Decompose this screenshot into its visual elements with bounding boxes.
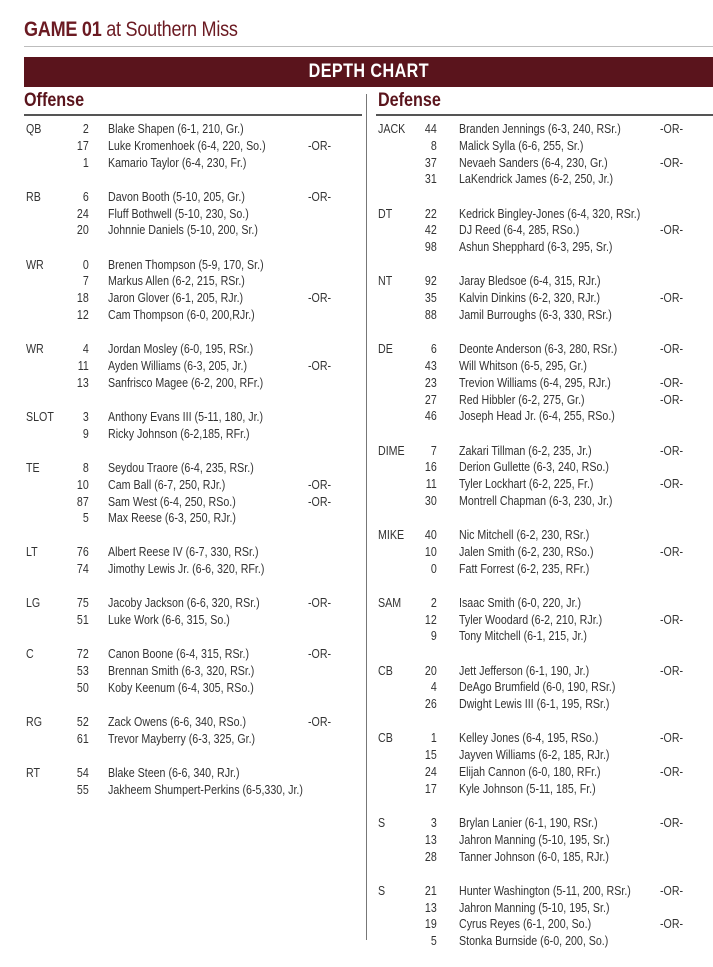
jersey-number: 2 (430, 594, 437, 610)
defense-position-group (376, 730, 713, 797)
jersey-number: 4 (82, 341, 89, 357)
or-marker: -OR- (308, 493, 332, 509)
or-marker: -OR- (660, 374, 684, 390)
game-number: GAME 01 (24, 18, 102, 41)
player-name: Jimothy Lewis Jr. (6-6, 320, RFr.) (108, 561, 265, 577)
player-name: Canon Boone (6-4, 315, RSr.) (108, 646, 250, 662)
player-row (24, 663, 360, 680)
player-name: Jordan Mosley (6-0, 195, RSr.) (108, 341, 254, 357)
jersey-number: 10 (424, 543, 437, 559)
or-marker: -OR- (660, 222, 684, 238)
player-name: Ayden Williams (6-3, 205, Jr.) (108, 357, 248, 373)
position-label: RT (26, 765, 41, 781)
jersey-number: 26 (424, 696, 437, 712)
player-row (376, 476, 713, 493)
defense-position-group (376, 663, 713, 713)
position-label: WR (26, 256, 44, 272)
player-name: Trevion Williams (6-4, 295, RJr.) (459, 374, 611, 390)
player-name: Jaray Bledsoe (6-4, 315, RJr.) (459, 273, 601, 289)
player-row (376, 239, 713, 256)
player-name: Nevaeh Sanders (6-4, 230, Gr.) (459, 154, 608, 170)
player-name: Luke Kromenhoek (6-4, 220, So.) (108, 137, 266, 153)
position-label: LG (26, 595, 41, 611)
player-row (24, 189, 360, 206)
player-name: Malick Sylla (6-6, 255, Sr.) (459, 137, 584, 153)
defense-position-group (376, 883, 713, 950)
jersey-number: 9 (430, 628, 437, 644)
player-name: Max Reese (6-3, 250, RJr.) (108, 510, 236, 526)
player-name: Derion Gullette (6-3, 240, RSo.) (459, 459, 609, 475)
offense-heading-rule (24, 114, 362, 116)
or-marker: -OR- (660, 391, 684, 407)
player-row (24, 765, 360, 782)
player-row (24, 680, 360, 697)
player-row (24, 477, 360, 494)
player-row (376, 358, 713, 375)
offense-position-group (24, 189, 360, 239)
player-row (24, 612, 360, 629)
player-name: Brennan Smith (6-3, 320, RSr.) (108, 663, 255, 679)
player-row (376, 544, 713, 561)
jersey-number: 15 (424, 747, 437, 763)
offense-position-group (24, 257, 360, 324)
player-name: DJ Reed (6-4, 285, RSo.) (459, 222, 580, 238)
or-marker: -OR- (308, 290, 332, 306)
player-row (24, 341, 360, 358)
player-name: Kelley Jones (6-4, 195, RSo.) (459, 730, 599, 746)
banner-title: DEPTH CHART (308, 61, 429, 82)
player-row (376, 628, 713, 645)
jersey-number: 22 (424, 205, 437, 221)
player-name: Montrell Chapman (6-3, 230, Jr.) (459, 492, 613, 508)
player-name: Jett Jefferson (6-1, 190, Jr.) (459, 662, 590, 678)
or-marker: -OR- (308, 646, 332, 662)
or-marker: -OR- (308, 714, 332, 730)
player-row (376, 747, 713, 764)
player-name: Deonte Anderson (6-3, 280, RSr.) (459, 341, 618, 357)
player-name: Cyrus Reyes (6-1, 200, So.) (459, 916, 592, 932)
position-label: C (26, 646, 34, 662)
or-marker: -OR- (660, 121, 684, 136)
jersey-number: 53 (76, 663, 89, 679)
offense-position-group (24, 765, 360, 799)
position-label: CB (378, 662, 393, 678)
player-name: Kamario Taylor (6-4, 230, Fr.) (108, 154, 247, 170)
jersey-number: 6 (430, 341, 437, 357)
player-row (376, 696, 713, 713)
position-label: RG (26, 714, 42, 730)
jersey-number: 0 (82, 256, 89, 272)
player-row (376, 443, 713, 460)
position-label: S (378, 882, 386, 898)
player-name: Luke Work (6-6, 315, So.) (108, 612, 230, 628)
player-row (24, 460, 360, 477)
jersey-number: 5 (82, 510, 89, 526)
player-row (24, 222, 360, 239)
player-name: Jayven Williams (6-2, 185, RJr.) (459, 747, 610, 763)
jersey-number: 5 (430, 933, 437, 949)
player-row (376, 527, 713, 544)
or-marker: -OR- (660, 662, 684, 678)
jersey-number: 8 (430, 137, 437, 153)
jersey-number: 17 (424, 780, 437, 796)
or-marker: -OR- (660, 882, 684, 898)
player-name: Trevor Mayberry (6-3, 325, Gr.) (108, 731, 256, 747)
title-divider (24, 46, 713, 47)
player-name: Hunter Washington (5-11, 200, RSr.) (459, 882, 631, 898)
game-opponent: at Southern Miss (106, 18, 238, 41)
player-name: Tyler Lockhart (6-2, 225, Fr.) (459, 476, 594, 492)
or-marker: -OR- (308, 476, 332, 492)
player-row (24, 646, 360, 663)
player-name: Markus Allen (6-2, 215, RSr.) (108, 273, 245, 289)
or-marker: -OR- (660, 764, 684, 780)
defense-position-group (376, 443, 713, 510)
player-row (376, 832, 713, 849)
jersey-number: 12 (424, 611, 437, 627)
player-name: Will Whitson (6-5, 295, Gr.) (459, 357, 587, 373)
player-row (376, 730, 713, 747)
or-marker: -OR- (308, 188, 332, 204)
player-row (376, 595, 713, 612)
jersey-number: 20 (76, 222, 89, 238)
jersey-number: 43 (424, 357, 437, 373)
jersey-number: 35 (424, 290, 437, 306)
offense-position-group (24, 646, 360, 696)
or-marker: -OR- (308, 595, 332, 611)
jersey-number: 51 (76, 612, 89, 628)
column-divider (366, 94, 367, 940)
player-name: Koby Keenum (6-4, 305, RSo.) (108, 680, 254, 696)
jersey-number: 61 (76, 731, 89, 747)
or-marker: -OR- (660, 916, 684, 932)
jersey-number: 11 (425, 476, 437, 492)
jersey-number: 17 (76, 137, 89, 153)
or-marker: -OR- (660, 730, 684, 746)
offense-position-group (24, 714, 360, 748)
jersey-number: 87 (76, 493, 89, 509)
player-row (24, 273, 360, 290)
defense-position-group (376, 273, 713, 323)
jersey-number: 7 (82, 273, 89, 289)
offense-position-group (24, 595, 360, 629)
player-name: Brylan Lanier (6-1, 190, RSr.) (459, 815, 598, 831)
jersey-number: 40 (424, 527, 437, 543)
position-label: CB (378, 730, 393, 746)
player-row (24, 510, 360, 527)
position-label: WR (26, 341, 44, 357)
player-row (376, 679, 713, 696)
game-title (24, 18, 238, 42)
jersey-number: 8 (82, 459, 89, 475)
player-name: Kedrick Bingley-Jones (6-4, 320, RSr.) (459, 205, 641, 221)
player-name: Sanfrisco Magee (6-2, 200, RFr.) (108, 374, 264, 390)
position-label: TE (26, 459, 40, 475)
position-label: SAM (378, 594, 402, 610)
player-name: Zakari Tillman (6-2, 235, Jr.) (459, 442, 592, 458)
player-name: Jacoby Jackson (6-6, 320, RSr.) (108, 595, 260, 611)
player-row (376, 612, 713, 629)
player-name: Fluff Bothwell (5-10, 230, So.) (108, 205, 249, 221)
position-label: JACK (378, 121, 406, 136)
defense-position-group (376, 527, 713, 577)
player-row (376, 341, 713, 358)
defense-heading-rule (376, 114, 713, 116)
player-row (24, 375, 360, 392)
player-name: Elijah Cannon (6-0, 180, RFr.) (459, 764, 601, 780)
player-name: Red Hibbler (6-2, 275, Gr.) (459, 391, 585, 407)
jersey-number: 24 (76, 205, 89, 221)
player-row (24, 409, 360, 426)
jersey-number: 4 (430, 679, 437, 695)
player-row (376, 222, 713, 239)
player-name: Jahron Manning (5-10, 195, Sr.) (459, 899, 610, 915)
player-row (376, 459, 713, 476)
player-row (24, 782, 360, 799)
jersey-number: 76 (76, 544, 89, 560)
position-label: LT (26, 544, 38, 560)
player-row (24, 561, 360, 578)
or-marker: -OR- (660, 815, 684, 831)
player-name: DeAgo Brumfield (6-0, 190, RSr.) (459, 679, 616, 695)
jersey-number: 9 (82, 425, 89, 441)
jersey-number: 1 (430, 730, 437, 746)
player-row (376, 764, 713, 781)
jersey-number: 6 (82, 188, 89, 204)
player-row (24, 358, 360, 375)
player-name: Blake Shapen (6-1, 210, Gr.) (108, 121, 244, 136)
defense-position-group (376, 206, 713, 256)
player-row (376, 493, 713, 510)
jersey-number: 20 (424, 662, 437, 678)
player-name: Jamil Burroughs (6-3, 330, RSr.) (459, 306, 612, 322)
position-label: DT (378, 205, 393, 221)
player-row (376, 883, 713, 900)
defense-position-group (376, 341, 713, 425)
player-row (24, 714, 360, 731)
player-name: Blake Steen (6-6, 340, RJr.) (108, 765, 240, 781)
player-row (24, 731, 360, 748)
player-name: Ricky Johnson (6-2,185, RFr.) (108, 425, 250, 441)
position-label: SLOT (26, 408, 54, 424)
player-name: Anthony Evans III (5-11, 180, Jr.) (108, 408, 264, 424)
player-row (376, 155, 713, 172)
position-label: DE (378, 341, 393, 357)
player-name: Nic Mitchell (6-2, 230, RSr.) (459, 527, 590, 543)
player-row (24, 121, 360, 138)
player-row (376, 375, 713, 392)
offense-heading: Offense (24, 90, 85, 111)
jersey-number: 37 (424, 154, 437, 170)
player-name: Albert Reese IV (6-7, 330, RSr.) (108, 544, 259, 560)
depth-chart-banner (24, 57, 713, 87)
player-row (24, 155, 360, 172)
or-marker: -OR- (308, 137, 332, 153)
player-row (24, 494, 360, 511)
jersey-number: 28 (424, 848, 437, 864)
player-name: Jalen Smith (6-2, 230, RSo.) (459, 543, 594, 559)
player-row (376, 138, 713, 155)
position-label: DIME (378, 442, 405, 458)
jersey-number: 88 (424, 306, 437, 322)
position-label: RB (26, 188, 41, 204)
jersey-number: 24 (424, 764, 437, 780)
defense-heading: Defense (378, 90, 441, 111)
player-row (376, 849, 713, 866)
jersey-number: 98 (424, 239, 437, 255)
player-row (376, 290, 713, 307)
jersey-number: 44 (424, 121, 437, 136)
player-row (376, 273, 713, 290)
player-row (376, 781, 713, 798)
player-row (376, 916, 713, 933)
player-name: Johnnie Daniels (5-10, 200, Sr.) (108, 222, 258, 238)
player-row (376, 206, 713, 223)
jersey-number: 18 (76, 290, 89, 306)
offense-position-group (24, 460, 360, 527)
or-marker: -OR- (660, 543, 684, 559)
player-row (24, 138, 360, 155)
jersey-number: 13 (76, 374, 89, 390)
player-name: Seydou Traore (6-4, 235, RSr.) (108, 459, 254, 475)
player-row (376, 121, 713, 138)
player-row (24, 257, 360, 274)
player-name: Stonka Burnside (6-0, 200, So.) (459, 933, 609, 949)
position-label: MIKE (378, 527, 405, 543)
player-name: Tanner Johnson (6-0, 185, RJr.) (459, 848, 609, 864)
player-name: Sam West (6-4, 250, RSo.) (108, 493, 236, 509)
player-name: Jahron Manning (5-10, 195, Sr.) (459, 831, 610, 847)
player-row (24, 290, 360, 307)
jersey-number: 52 (76, 714, 89, 730)
defense-position-group (376, 121, 713, 188)
jersey-number: 55 (76, 782, 89, 798)
jersey-number: 54 (76, 765, 89, 781)
jersey-number: 50 (76, 680, 89, 696)
position-label: QB (26, 121, 42, 136)
jersey-number: 2 (82, 121, 89, 136)
player-name: Brenen Thompson (5-9, 170, Sr.) (108, 256, 264, 272)
position-label: S (378, 815, 386, 831)
player-name: Kalvin Dinkins (6-2, 320, RJr.) (459, 290, 601, 306)
player-row (376, 307, 713, 324)
player-name: Cam Ball (6-7, 250, RJr.) (108, 476, 226, 492)
jersey-number: 3 (82, 408, 89, 424)
offense-position-group (24, 544, 360, 578)
player-name: Davon Booth (5-10, 205, Gr.) (108, 188, 245, 204)
player-name: Kyle Johnson (5-11, 185, Fr.) (459, 780, 596, 796)
player-row (24, 595, 360, 612)
player-name: Joseph Head Jr. (6-4, 255, RSo.) (459, 408, 615, 424)
player-row (376, 900, 713, 917)
player-row (24, 544, 360, 561)
player-name: Dwight Lewis III (6-1, 195, RSr.) (459, 696, 610, 712)
jersey-number: 75 (76, 595, 89, 611)
jersey-number: 13 (424, 831, 437, 847)
jersey-number: 74 (76, 561, 89, 577)
jersey-number: 23 (424, 374, 437, 390)
or-marker: -OR- (308, 357, 332, 373)
player-name: Zack Owens (6-6, 340, RSo.) (108, 714, 247, 730)
player-row (376, 408, 713, 425)
jersey-number: 42 (424, 222, 437, 238)
jersey-number: 3 (430, 815, 437, 831)
defense-position-group (376, 815, 713, 865)
jersey-number: 92 (424, 273, 437, 289)
player-row (24, 206, 360, 223)
offense-position-group (24, 121, 360, 171)
jersey-number: 46 (424, 408, 437, 424)
or-marker: -OR- (660, 476, 684, 492)
jersey-number: 27 (424, 391, 437, 407)
jersey-number: 13 (424, 899, 437, 915)
jersey-number: 16 (424, 459, 437, 475)
jersey-number: 7 (430, 442, 437, 458)
player-name: Cam Thompson (6-0, 200,RJr.) (108, 306, 255, 322)
player-name: Tony Mitchell (6-1, 215, Jr.) (459, 628, 587, 644)
player-row (376, 392, 713, 409)
player-name: Isaac Smith (6-0, 220, Jr.) (459, 594, 582, 610)
player-row (376, 561, 713, 578)
jersey-number: 21 (424, 882, 437, 898)
player-row (376, 663, 713, 680)
or-marker: -OR- (660, 341, 684, 357)
defense-column (376, 121, 713, 967)
player-name: Branden Jennings (6-3, 240, RSr.) (459, 121, 621, 136)
or-marker: -OR- (660, 154, 684, 170)
jersey-number: 19 (424, 916, 437, 932)
jersey-number: 11 (77, 357, 89, 373)
player-name: Jakheem Shumpert-Perkins (6-5,330, Jr.) (108, 782, 303, 798)
or-marker: -OR- (660, 611, 684, 627)
player-row (24, 426, 360, 443)
jersey-number: 10 (76, 476, 89, 492)
player-name: Ashun Shepphard (6-3, 295, Sr.) (459, 239, 613, 255)
position-label: NT (378, 273, 393, 289)
player-row (376, 171, 713, 188)
player-row (24, 307, 360, 324)
offense-column (24, 121, 360, 816)
player-row (376, 815, 713, 832)
defense-position-group (376, 595, 713, 645)
or-marker: -OR- (660, 290, 684, 306)
player-name: Fatt Forrest (6-2, 235, RFr.) (459, 560, 590, 576)
player-name: Tyler Woodard (6-2, 210, RJr.) (459, 611, 603, 627)
player-name: LaKendrick James (6-2, 250, Jr.) (459, 171, 614, 187)
jersey-number: 0 (430, 560, 437, 576)
or-marker: -OR- (660, 442, 684, 458)
offense-position-group (24, 409, 360, 443)
jersey-number: 30 (424, 492, 437, 508)
offense-position-group (24, 341, 360, 391)
player-name: Jaron Glover (6-1, 205, RJr.) (108, 290, 244, 306)
jersey-number: 12 (76, 306, 89, 322)
jersey-number: 72 (76, 646, 89, 662)
jersey-number: 1 (82, 154, 89, 170)
jersey-number: 31 (424, 171, 437, 187)
